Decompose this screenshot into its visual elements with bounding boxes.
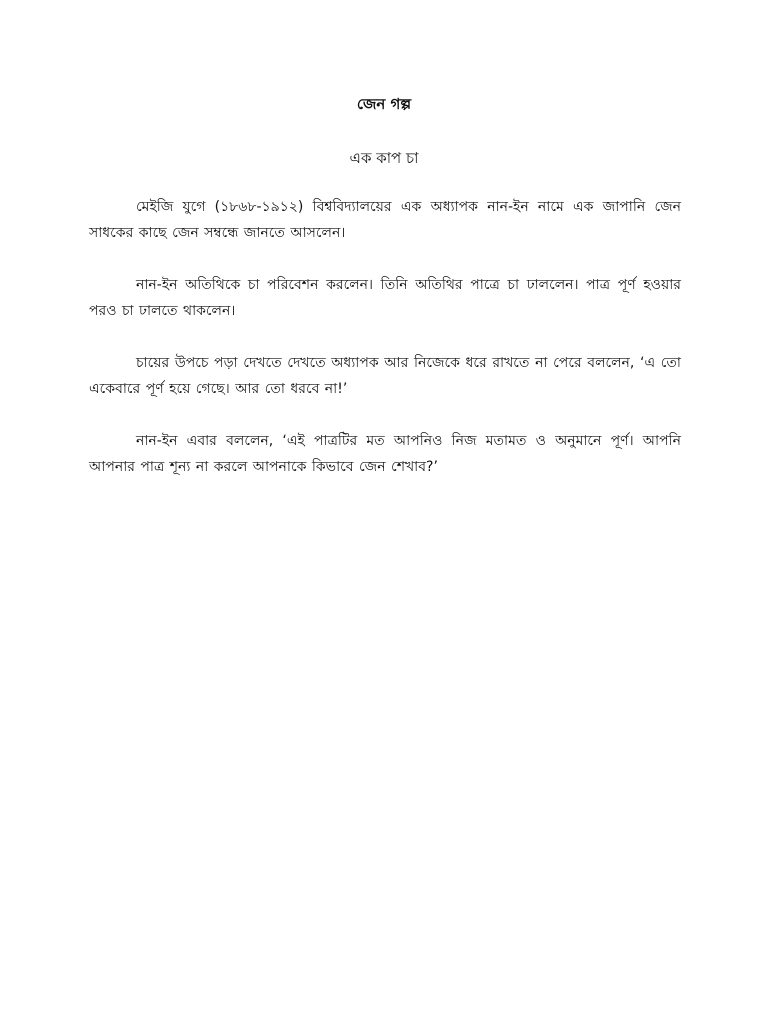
paragraph-2: নান-ইন অতিথিকে চা পরিবেশন করলেন। তিনি অতিথির পাত্রে চা ঢাললেন। পাত্র পূর্ণ হওয়ার পরও চা ঢালতে থাকলেন।: [89, 277, 681, 319]
paragraph-3: চায়ের উপচে পড়া দেখতে দেখতে অধ্যাপক আর নিজেকে ধরে রাখতে না পেরে বললেন, ‘এ তো একেবারে পূর্ণ হয়ে গেছে। আর তো ধরবে না!’: [89, 355, 681, 397]
document-heading: জেন গল্প: [356, 95, 412, 113]
paragraph-4: নান-ইন এবার বললেন, ‘এই পাত্রটির মত আপনিও নিজ মতামত ও অনুমানে পূর্ণ। আপনি আপনার পাত্র শূন্য না করলে আপনাকে কিভাবে জেন শেখাব?’: [89, 433, 681, 475]
paragraph-1: মেইজি যুগে (১৮৬৮-১৯১২) বিশ্ববিদ্যালয়ের এক অধ্যাপক নান-ইন নামে এক জাপানি জেন সাধকের কাছে জেন সম্বন্ধে জানতে আসলেন।: [89, 199, 681, 241]
story-title: এক কাপ চা: [349, 149, 419, 167]
story-body: [89, 194, 681, 506]
